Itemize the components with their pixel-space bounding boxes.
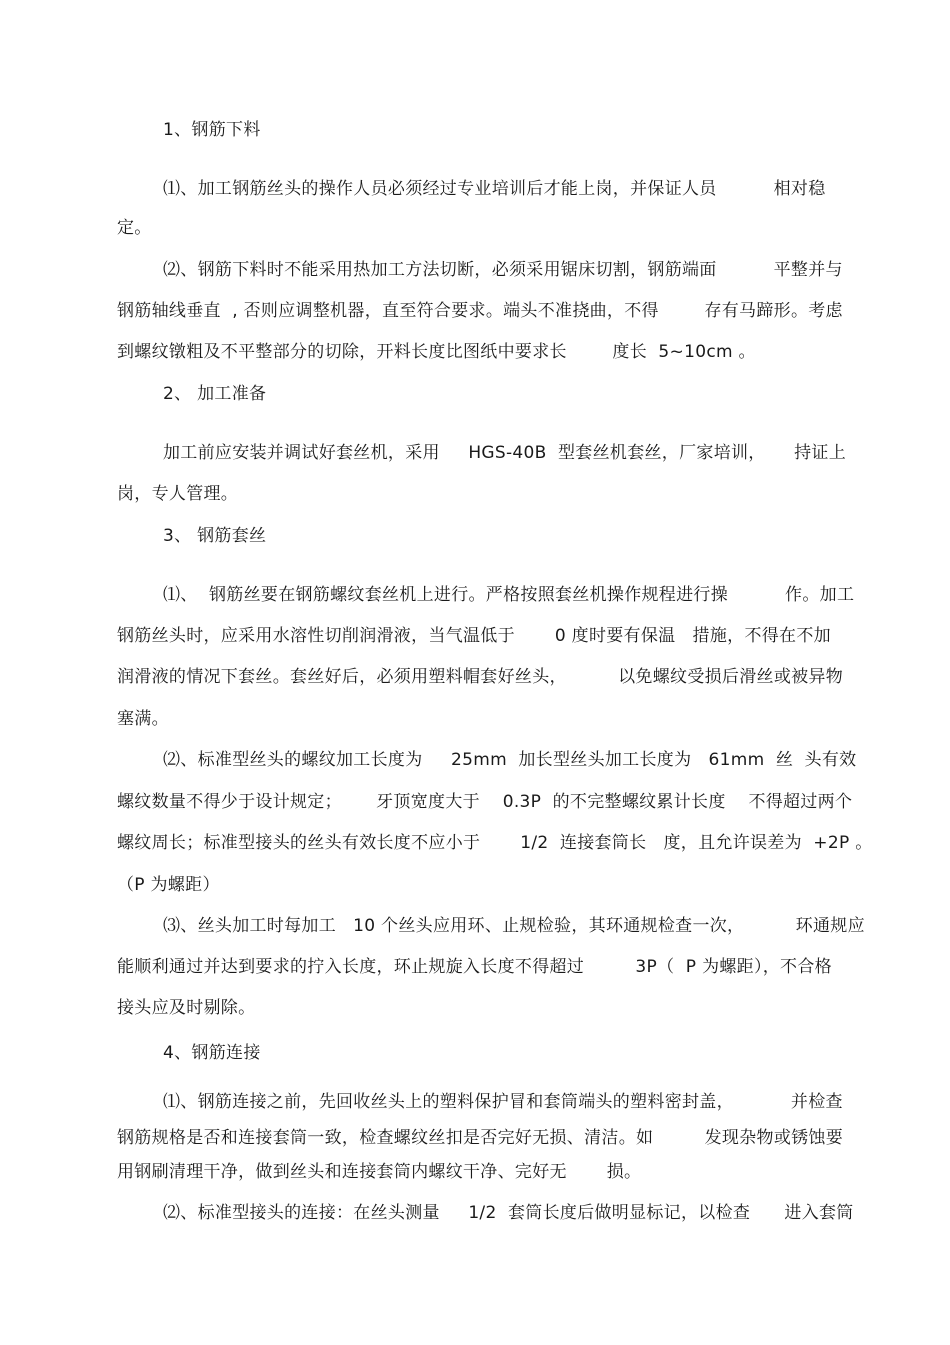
section-heading-2: 2、 加工准备: [163, 384, 267, 404]
paragraph-line: ⑵、钢筋下料时不能采用热加工方法切断，必须采用锯床切割，钢筋端面 平整并与: [163, 260, 843, 280]
paragraph-line: ⑴、 钢筋丝要在钢筋螺纹套丝机上进行。严格按照套丝机操作规程进行操 作。加工: [163, 585, 855, 605]
paragraph-line: ⑵、标准型接头的连接：在丝头测量 1/2 套筒长度后做明显标记，以检查 进入套筒: [163, 1203, 854, 1223]
section-heading-1: 1、钢筋下料: [163, 120, 261, 140]
paragraph-line: 到螺纹镦粗及不平整部分的切除，开料长度比图纸中要求长 度长 5~10cm 。: [117, 342, 756, 362]
paragraph-line: ⑴、加工钢筋丝头的操作人员必须经过专业培训后才能上岗，并保证人员 相对稳: [163, 179, 826, 199]
paragraph-line: 加工前应安装并调试好套丝机，采用 HGS-40B 型套丝机套丝，厂家培训， 持证上: [163, 443, 847, 463]
paragraph-line: 润滑液的情况下套丝。套丝好后，必须用塑料帽套好丝头， 以免螺纹受损后滑丝或被异物: [117, 667, 844, 687]
paragraph-line: ⑴、钢筋连接之前，先回收丝头上的塑料保护冒和套筒端头的塑料密封盖， 并检查: [163, 1092, 843, 1112]
paragraph-line: 用钢刷清理干净，做到丝头和连接套筒内螺纹干净、完好无 损。: [117, 1162, 642, 1182]
section-heading-3: 3、 钢筋套丝: [163, 526, 267, 546]
paragraph-line: 螺纹周长；标准型接头的丝头有效长度不应小于 1/2 连接套筒长 度，且允许误差为 +2P 。: [117, 833, 873, 853]
paragraph-line: ⑵、标准型丝头的螺纹加工长度为 25mm 加长型丝头加工长度为 61mm 丝 头有效: [163, 750, 857, 770]
paragraph-line: ⑶、丝头加工时每加工 10 个丝头应用环、止规检验，其环通规检查一次， 环通规应: [163, 916, 865, 936]
paragraph-line: 塞满。: [117, 709, 169, 729]
paragraph-line: 接头应及时剔除。: [117, 998, 256, 1018]
paragraph-line: 钢筋轴线垂直 , 否则应调整机器，直至符合要求。端头不准挠曲，不得 存有马蹄形。考虑: [117, 301, 843, 321]
paragraph-line: 钢筋丝头时，应采用水溶性切削润滑液，当气温低于 0 度时要有保温 措施，不得在不加: [117, 626, 831, 646]
section-heading-4: 4、钢筋连接: [163, 1043, 261, 1063]
paragraph-line: 能顺利通过并达到要求的拧入长度，环止规旋入长度不得超过 3P（ P 为螺距），不合格: [117, 957, 832, 977]
paragraph-line: （P 为螺距）: [117, 875, 220, 895]
paragraph-line: 螺纹数量不得少于设计规定； 牙顶宽度大于 0.3P 的不完整螺纹累计长度 不得超过两个: [117, 792, 853, 812]
paragraph-line: 定。: [117, 218, 152, 238]
paragraph-line: 钢筋规格是否和连接套筒一致，检查螺纹丝扣是否完好无损、清洁。如 发现杂物或锈蚀要: [117, 1128, 844, 1148]
paragraph-line: 岗，专人管理。: [117, 484, 239, 504]
